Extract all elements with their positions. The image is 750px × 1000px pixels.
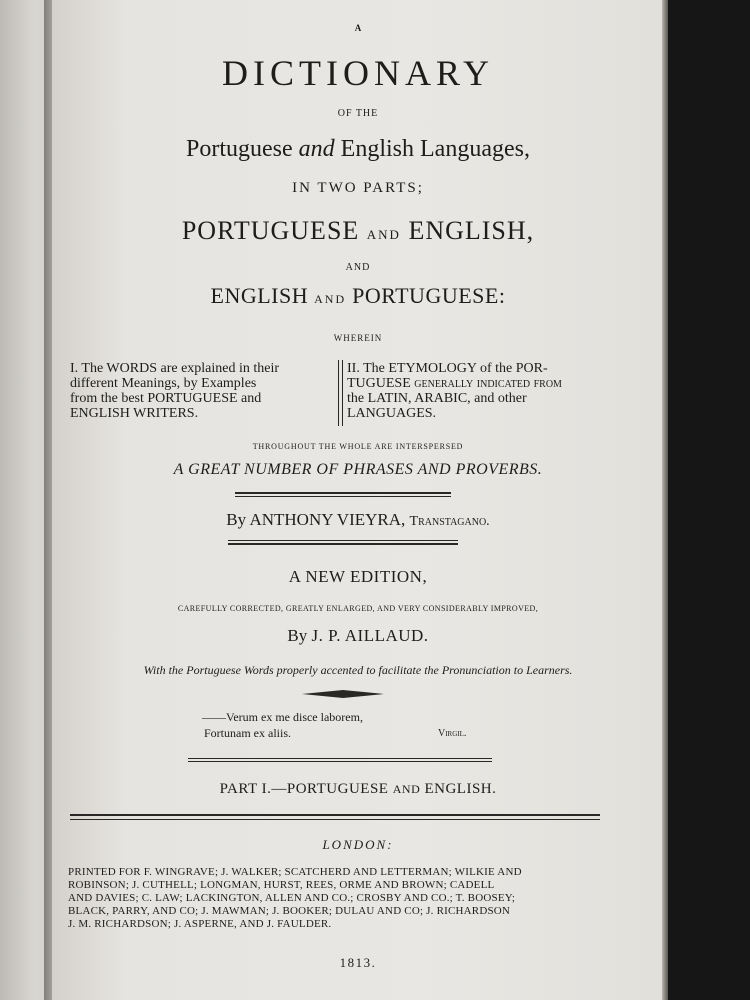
subject-part1: Portuguese — [186, 136, 293, 162]
rule-thin — [70, 819, 600, 820]
column-right-line: LANGUAGES. — [347, 406, 437, 421]
column-left-line: I. The WORDS are explained in their — [70, 361, 280, 376]
imprint-city: LONDON: — [322, 837, 394, 852]
printers-list — [68, 866, 598, 931]
accent-note: With the Portuguese Words properly accented to facilitate the Pronunciation to Learners. — [143, 663, 573, 677]
rule-thick — [228, 543, 458, 545]
epigraph-attribution: Virgil. — [438, 728, 467, 739]
epigraph-line-1: ——Verum ex me disce laborem, — [202, 710, 363, 724]
phrases-line: A GREAT NUMBER OF PHRASES AND PROVERBS. — [173, 461, 543, 478]
edition-line: A NEW EDITION, — [288, 567, 428, 586]
subject-part2: English Languages, — [340, 136, 530, 162]
column-left-line: from the best PORTUGUESE and — [70, 391, 262, 406]
author-place: Transtagano. — [409, 514, 490, 529]
rule-thin — [235, 496, 451, 497]
part-one-right: ENGLISH, — [408, 216, 535, 245]
author-by: By — [226, 510, 247, 529]
part-two-connector: AND — [314, 292, 347, 306]
part-two-left: ENGLISH — [210, 283, 309, 308]
author-name: ANTHONY VIEYRA, — [249, 510, 406, 529]
part-two-right: PORTUGUESE: — [352, 283, 506, 308]
of-the-line: OF THE — [337, 108, 379, 119]
printers-line: J. M. RICHARDSON; J. ASPERNE, AND J. FAULDER. — [68, 918, 332, 930]
column-right — [347, 361, 609, 421]
column-left-line: ENGLISH WRITERS. — [70, 406, 199, 421]
part-heading — [52, 782, 664, 797]
editor-name: J. P. AILLAUD. — [311, 626, 429, 645]
title-article: A — [354, 23, 362, 33]
ornament-dash — [302, 689, 384, 699]
subject-line — [52, 137, 664, 161]
part-one-connector: AND — [366, 227, 401, 242]
part-one-left: PORTUGUESE — [181, 216, 360, 245]
column-left — [70, 361, 334, 421]
column-right-line: II. The ETYMOLOGY of the POR- — [347, 361, 548, 376]
part-one-line — [52, 218, 664, 244]
rule-thick — [70, 814, 600, 816]
rule-thin — [188, 761, 492, 762]
editor-by: By — [287, 626, 308, 645]
printers-line: AND DAVIES; C. LAW; LACKINGTON, ALLEN AND CO.; CROSBY AND CO.; T. BOOSEY; — [68, 892, 516, 904]
main-title: DICTIONARY — [222, 53, 494, 93]
subject-connector: and — [298, 136, 335, 162]
rule-thin — [228, 540, 458, 541]
column-divider — [338, 360, 339, 426]
title-page — [52, 0, 664, 1000]
editor-line — [52, 627, 664, 644]
column-divider — [342, 360, 343, 426]
printers-line: BLACK, PARRY, AND CO; J. MAWMAN; J. BOOKER; DULAU AND CO; J. RICHARDSON — [68, 905, 511, 917]
edition-note: CAREFULLY CORRECTED, GREATLY ENLARGED, AND VERY CONSIDERABLY IMPROVED, — [177, 604, 539, 613]
dark-backdrop — [668, 0, 750, 1000]
column-right-line: TUGUESE generally indicated from — [347, 376, 562, 391]
part-heading-prefix: PART I.—PORTUGUESE — [219, 781, 389, 797]
in-two-parts: IN TWO PARTS; — [292, 180, 424, 196]
interspersed-line: THROUGHOUT THE WHOLE ARE INTERSPERSED — [252, 442, 464, 451]
and-line: AND — [345, 262, 371, 273]
wherein-line: WHEREIN — [333, 333, 383, 343]
epigraph-line-2: Fortunam ex aliis. — [204, 726, 291, 740]
imprint-year: 1813. — [339, 955, 377, 970]
part-two-line — [52, 285, 664, 307]
part-heading-suffix: ENGLISH. — [424, 781, 497, 797]
rule-thick — [235, 492, 451, 494]
column-left-line: different Meanings, by Examples — [70, 376, 257, 391]
printers-line: PRINTED FOR F. WINGRAVE; J. WALKER; SCATCHERD AND LETTERMAN; WILKIE AND — [68, 866, 522, 878]
printers-line: ROBINSON; J. CUTHELL; LONGMAN, HURST, REES, ORME AND BROWN; CADELL — [68, 879, 495, 891]
author-line — [52, 511, 664, 529]
part-heading-connector: AND — [392, 782, 421, 796]
column-right-line: the LATIN, ARABIC, and other — [347, 391, 527, 406]
rule-thin — [188, 758, 492, 759]
